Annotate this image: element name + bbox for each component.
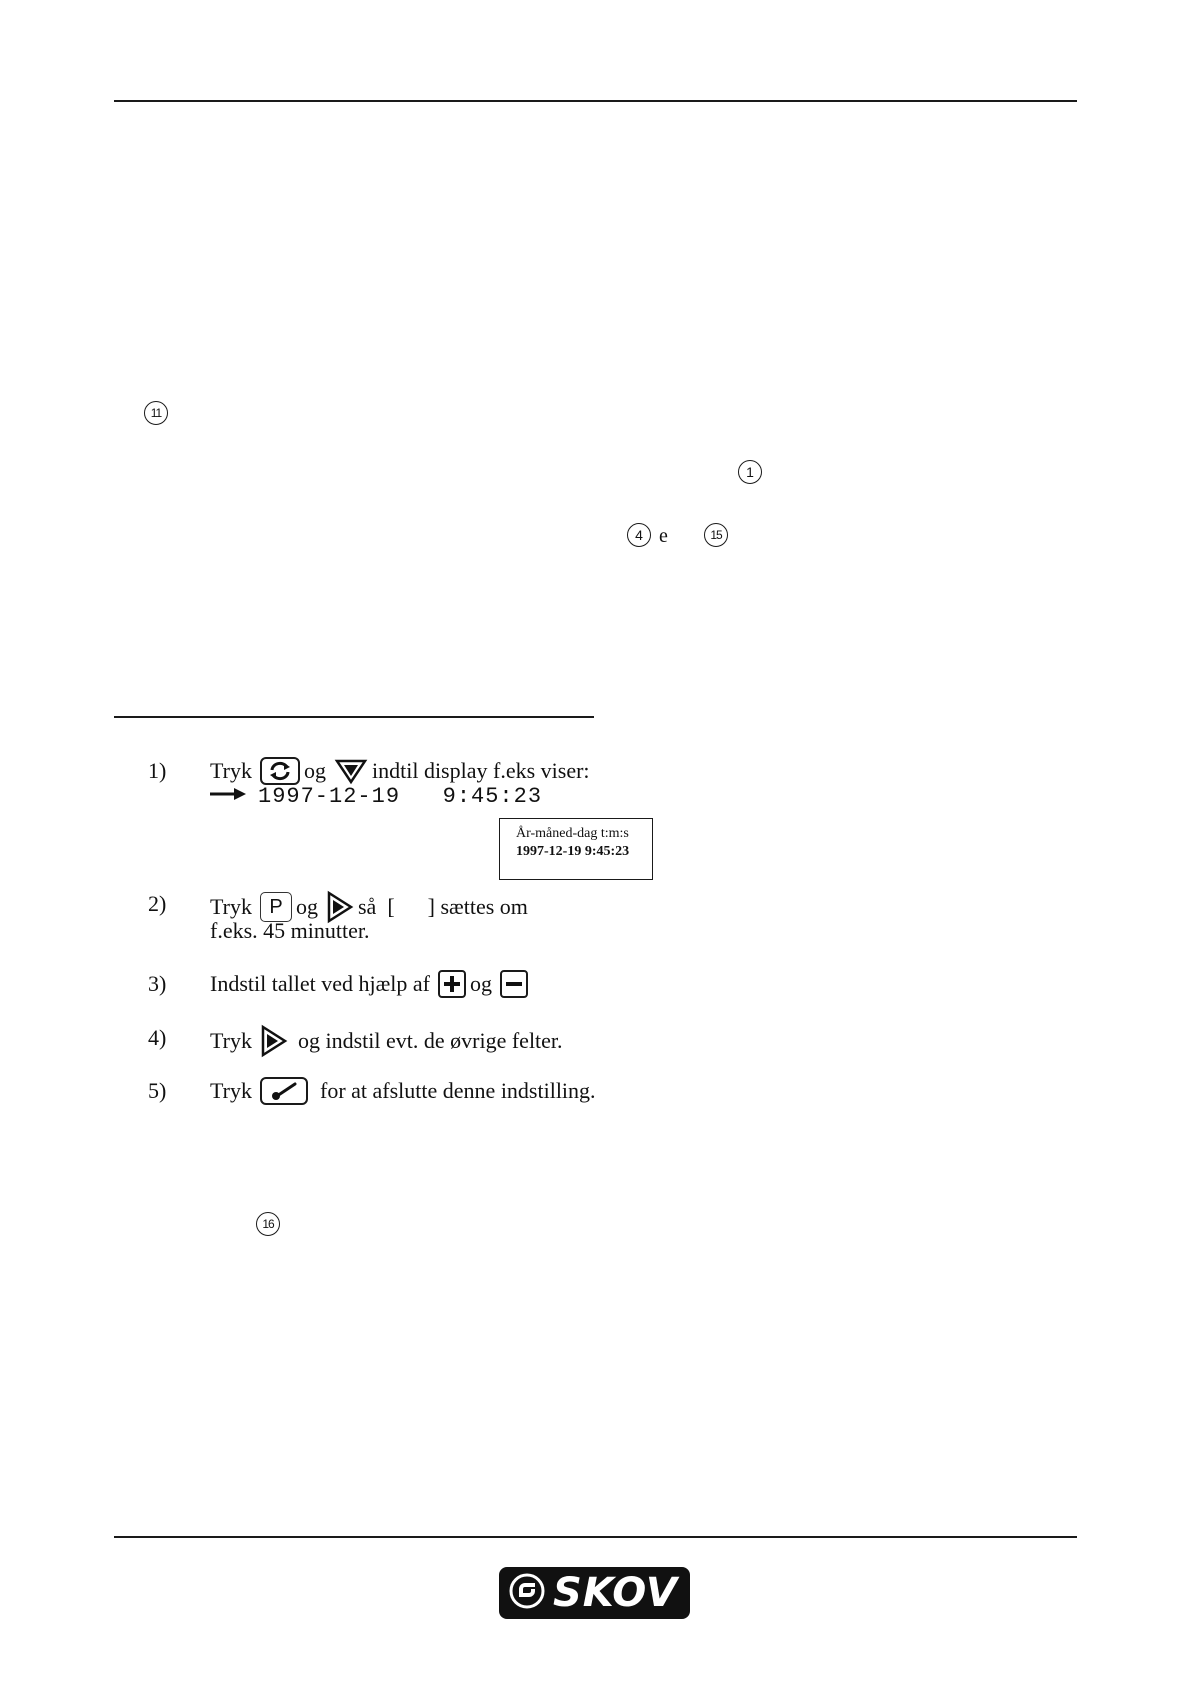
marker-4: 4: [627, 523, 651, 547]
step-text: indtil display f.eks viser:: [372, 758, 590, 783]
step-text: Indstil tallet ved hjælp af: [210, 971, 430, 996]
header-rule: [114, 100, 1077, 102]
marker-11: 11: [144, 401, 168, 425]
display-box-value: 1997-12-19 9:45:23: [516, 844, 630, 859]
skov-logo: [499, 1567, 690, 1619]
right-arrow-icon: [210, 786, 246, 807]
display-readout-line: [210, 784, 542, 809]
marker-16: 16: [256, 1212, 280, 1236]
section-rule: [114, 716, 594, 718]
display-readout: 1997-12-19 9:45:23: [258, 784, 543, 809]
step-text: Tryk: [210, 758, 252, 783]
triangle-down-icon: [334, 757, 368, 785]
step-text: og indstil evt. de øvrige felter.: [298, 1028, 563, 1053]
plus-icon: [438, 970, 466, 998]
display-example-box: [499, 818, 653, 880]
step-text: så [ ] sættes om: [358, 894, 528, 919]
cycle-icon: [260, 757, 300, 785]
step-number: 2): [148, 891, 167, 916]
step-number: 3): [148, 971, 167, 996]
skov-logo-mark-icon: [509, 1573, 545, 1614]
step-text: Tryk: [210, 1078, 252, 1103]
step-text: og: [296, 894, 318, 919]
p-key-icon: P: [260, 892, 292, 922]
step-number: 5): [148, 1078, 167, 1103]
stray-letter: e: [659, 525, 668, 547]
step-2-line-2: [210, 917, 369, 945]
skov-logo-text: SKOV: [553, 1570, 678, 1616]
step-text: og: [469, 971, 492, 996]
step-text: Tryk: [210, 894, 252, 919]
display-box-label: År-måned-dag t:m:s: [516, 826, 629, 841]
marker-1: 1: [738, 460, 762, 484]
triangle-right-icon: [260, 1024, 288, 1058]
thermometer-icon: [260, 1077, 308, 1105]
step-number: 4): [148, 1025, 167, 1050]
footer-rule: [114, 1536, 1077, 1538]
step-text: for at afslutte denne indstilling.: [320, 1078, 596, 1103]
step-text: og: [304, 758, 326, 783]
step-text: Tryk: [210, 1028, 252, 1053]
marker-15: 15: [704, 523, 728, 547]
step-text: f.eks. 45 minutter.: [210, 918, 370, 943]
step-number: 1): [148, 758, 167, 783]
minus-icon: [500, 970, 528, 998]
